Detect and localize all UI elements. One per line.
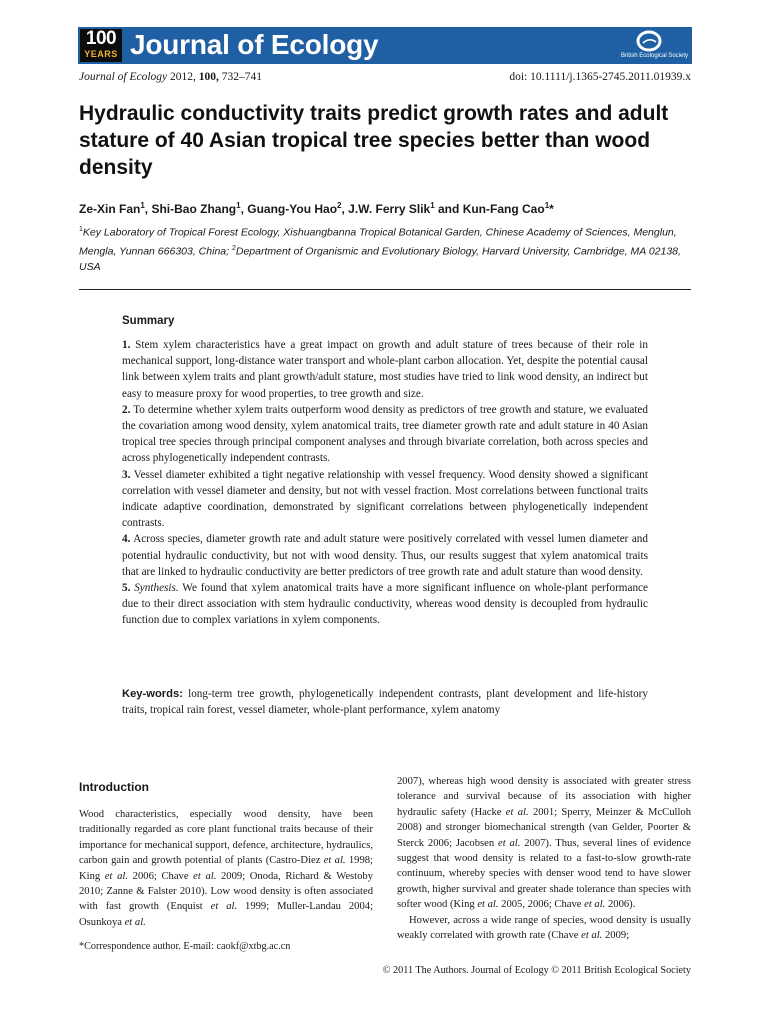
keywords-text: long-term tree growth, phylogenetically independent contrasts, plant development and life-history traits, tropical rain forest, vessel diameter, whole-plant performance, xylem anatomy [122,688,648,717]
author-separator: , [144,202,152,216]
author-name: Shi-Bao Zhang [151,202,237,216]
summary-heading: Summary [122,315,175,327]
introduction-heading: Introduction [79,780,149,794]
paragraph-text: 2006). [605,899,636,911]
paragraph-text: Wood characteristics, especially wood density, have been traditionally regarded as core plant functional traits because of their importance for mechanical support, defence, architecture, hydraulics, carbon gain and growth potential of plants (Castro-Diez [79,809,373,867]
doi-link[interactable]: doi: 10.1111/j.1365-2745.2011.01939.x [509,71,691,83]
society-name: British Ecological Society [620,53,688,59]
introduction-paragraph-1-continued [397,774,691,913]
summary-point-number: 1. [122,339,131,351]
citation-year: 2012, [170,71,196,83]
citation-italic: et al. [584,899,606,911]
citation-italic: et al. [193,870,217,882]
citation-italic: et al. [498,837,521,849]
author-name: Guang-You Hao [247,202,338,216]
summary-point [122,402,648,467]
author-affiliation-mark: 1 [544,201,550,210]
paragraph-text: 2007). Thus, several lines of evidence suggest that wood density is related to a fast-to-slow growth-rate continuum, whereby species with denser wood tend to have slower growth, higher survival and greater shade tolerance than species with softer wood (King [397,837,691,911]
summary-point-text: Vessel diameter exhibited a tight negative relationship with vessel frequency. Wood density showed a significant correlation with vessel diameter and density, but not with vessel fraction. Most correlations between functional traits indicate adaptive coordination, demonstrated by significant correlations between phylogenetically independent contrasts. [122,468,648,530]
citation-journal: Journal of Ecology [79,71,168,83]
summary-point-text: We found that xylem anatomical traits have a more significant influence on whole-plant performance due to their direct association with stem hydraulic conductivity, whereas wood density is decoupled from hydraulic function due to complex variations in xylem components. [122,582,648,627]
summary-point-text: Across species, diameter growth rate and adult stature were positively correlated with vessel lumen diameter and potential hydraulic conductivity, but not with wood density. Thus, our results suggest that xylem anatomical traits that are linked to hydraulic conductivity are better predictors of tree growth rate and adult stature than wood density. [122,533,648,578]
copyright-line: © 2011 The Authors. Journal of Ecology © 2011 British Ecological Society [382,965,691,976]
affiliations [79,222,694,275]
summary-body [122,337,648,629]
badge-label: YEARS [84,49,118,59]
citation-volume: 100, [198,71,219,83]
author-affiliation-mark: 1 [140,201,145,210]
badge-number: 100 [85,28,117,49]
citation-line [79,70,262,85]
author-name: Kun-Fang Cao [462,202,545,216]
author-separator: and [434,202,463,216]
introduction-paragraph-1 [79,807,373,930]
bes-logo-icon [636,30,662,52]
citation-italic: et al. [124,916,146,928]
summary-point-number: 4. [122,533,131,546]
summary-point-number: 5. [122,582,131,595]
summary-point [122,467,648,532]
citation-italic: et al. [505,806,529,818]
affiliation-text: Department of Organismic and Evolutionary Biology, Harvard University, Cambridge, MA 02138, USA [79,245,681,273]
summary-point-text: Stem xylem characteristics have a great impact on growth and adult stature of trees because of their role in mechanical support, long-distance water transport and whole-plant carbon allocation. Yet, despite the potential causal link between xylem traits and plant growth/adult stature, most studies have tried to link wood density, an indirect but easy to measure proxy for wood properties, to tree growth and size. [122,339,648,400]
summary-point [122,531,648,580]
author-affiliation-mark: 1 [430,201,435,210]
citation-italic: et al. [581,930,603,942]
citation-italic: et al. [210,901,238,913]
affiliation-mark: 2 [231,244,236,252]
citation-pages: 732–741 [221,71,263,83]
paragraph-text: However, across a wide range of species, wood density is usually weakly correlated with growth rate (Chave [397,914,691,942]
author-name: J.W. Ferry Slik [348,202,431,216]
paragraph-text: 2009; [602,930,630,942]
summary-point-lead: Synthesis. [130,582,179,595]
introduction-paragraph-2 [397,913,691,944]
citation-italic: et al. [104,870,129,882]
paragraph-text: 2009; Onoda, Richard & Westoby 2010; Zanne & Falster 2010). Low wood density is often associated with fast growth (Enquist [79,870,374,913]
keywords [122,686,648,718]
citation-italic: et al. [323,855,346,867]
paragraph-text: 1998; King [79,855,373,882]
header-divider [79,289,691,290]
author-separator: * [549,202,554,216]
paragraph-text: 2001; Sperry, Meinzer & McCulloh 2008) and stronger biomechanical strength (van Gelder, Poorter & Sterck 2006; Jacobsen [397,806,691,849]
paragraph-text: 1999; Muller-Landau 2004; Osunkoya [79,901,374,928]
correspondence-footnote: *Correspondence author. E-mail: caokf@xtbg.ac.cn [79,941,291,952]
author-list [79,198,699,217]
author-name: Ze-Xin Fan [79,202,141,216]
summary-point-text: To determine whether xylem traits outperform wood density as predictors of tree growth and stature, we evaluated the covariation among wood density, xylem anatomical traits, tree diameter growth rate and adult stature in 40 Asian tropical tree species through principal component analyses and through bivariate correlation, both across species and across phylogenetically independent contrasts. [122,403,648,465]
right-column [397,774,691,943]
summary-point-number: 3. [122,468,131,481]
paragraph-text: 2006; Chave [128,870,194,882]
author-separator: , [240,202,248,216]
left-column [79,780,373,930]
summary-point [122,337,648,402]
centenary-badge [80,29,122,62]
journal-name: Journal of Ecology [130,29,379,60]
citation-italic: et al. [477,899,499,911]
keywords-label: Key-words: [122,688,183,700]
affiliation-text: Key Laboratory of Tropical Forest Ecology, Xishuangbanna Tropical Botanical Garden, Chinese Academy of Sciences, Menglun, Mengla, Yunnan 666303, China; [79,226,677,257]
author-separator: , [341,202,349,216]
summary-point-number: 2. [122,403,131,416]
paragraph-text: 2007), whereas high wood density is associated with greater stress tolerance and survival because of its association with higher hydraulic safety (Hacke [397,776,691,818]
affiliation-mark: 1 [79,226,83,233]
journal-banner [78,27,692,64]
paragraph-text: 2005, 2006; Chave [498,899,585,911]
author-affiliation-mark: 1 [236,201,241,210]
author-affiliation-mark: 2 [337,201,342,210]
summary-point [122,580,648,629]
article-title: Hydraulic conductivity traits predict growth rates and adult stature of 40 Asian tropical tree species better than wood density [79,102,669,179]
